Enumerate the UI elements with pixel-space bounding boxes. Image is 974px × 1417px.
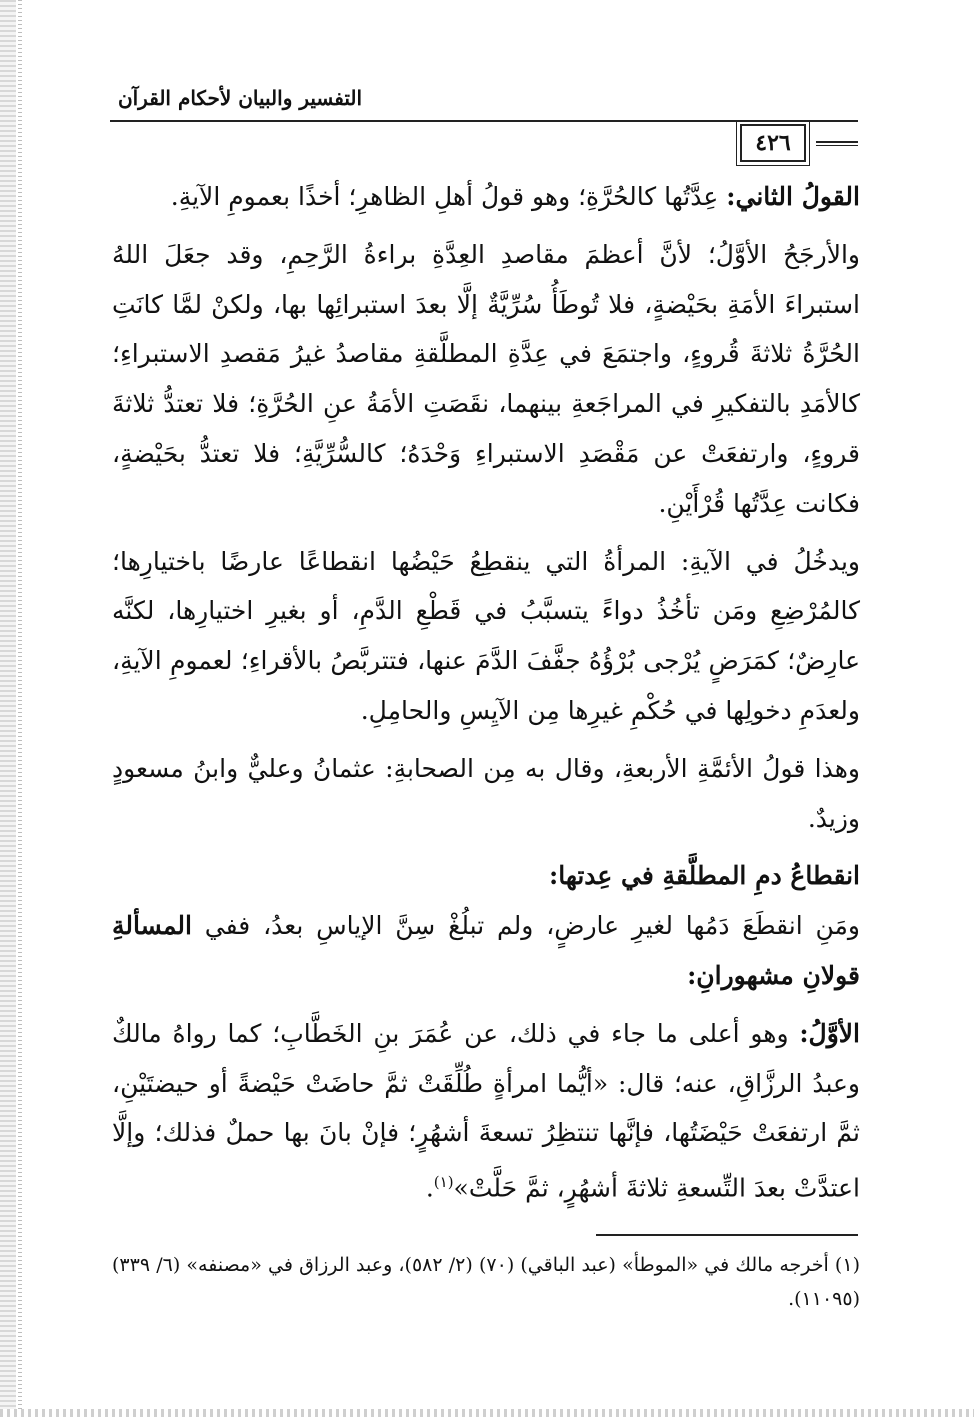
paragraph-lead: القولُ الثاني: [726, 182, 860, 211]
paragraph-two-opinions [112, 901, 860, 1001]
section-heading: انقطاعُ دمِ المطلَّقةِ في عِدتها: [548, 861, 860, 891]
paragraph-preferred-opinion: والأرجَحُ الأوَّلُ؛ لأنَّ أعظمَ مقاصدِ العِدَّةِ براءةُ الرَّحِمِ، وقد جعَلَ اللهُ استبراءَ الأمَةِ بحَيْضةٍ، فلا تُوطَأُ سُرِّيَّةٌ إلَّا بعدَ استبرائِها بها، ولكنْ لمَّا كانَتِ الحُرَّةُ ثلاثةَ قُروءٍ، واجتمَعَ في عِدَّةِ المطلَّقةِ مقاصدُ غيرُ مَقصدِ الاستبراءِ؛ كالأمَدِ بالتفكيرِ في المراجَعةِ بينهما، نقَصَتِ الأمَةُ عنِ الحُرَّةِ؛ فلا تعتدُّ ثلاثةَ قروءٍ، وارتفعَتْ عن مَقْصَدِ الاستبراءِ وَحْدَهُ؛ كالسُّرِّيَّةِ؛ فلا تعتدُّ بحَيْضةٍ، فكانت عِدَّتُها قُرْأَيْنِ. [112, 239, 860, 518]
footnote-reference: (١) [433, 1173, 454, 1192]
page-number: ٤٢٦ [740, 124, 806, 162]
scan-edge-shadow [0, 0, 16, 1417]
footnote-separator [596, 1234, 858, 1236]
paragraph-text: وهو أعلى ما جاء في ذلك، عن عُمَرَ بنِ الخَطَّابِ؛ كما رواهُ مالكٌ وعبدُ الرزَّاقِ، عنه؛ قال: «أيُّما امرأةٍ طُلِّقَتْ ثمَّ حاضَتْ حَيْضةً أو حيضتَيْنِ، ثمَّ ارتفعَتْ حَيْضَتُها، فإنَّها تنتظِرُ تسعةَ أشهُرٍ؛ فإنْ بانَ بها حملٌ فذلك؛ وإلَّا اعتدَّتْ بعدَ التِّسعةِ ثلاثةَ أشهُرٍ، ثمَّ حَلَّتْ» [112, 1018, 860, 1203]
paragraph-lead: الأوَّلُ: [799, 1018, 860, 1048]
main-text [112, 172, 860, 1221]
paragraph-first-opinion [112, 1009, 860, 1214]
header-rule [110, 120, 858, 122]
scan-bottom-edge [0, 1409, 974, 1417]
footnotes [112, 1248, 860, 1316]
scan-edge-fold [18, 0, 22, 1417]
running-title: التفسير والبيان لأحكام القرآن [117, 86, 363, 110]
footnote-1: (١) أخرجه مالك في «الموطأ» (عبد الباقي) (٧٠) (٢/ ٥٨٢)، وعبد الرزاق في «مصنفه» (٦/ ٣٣٩) (١١٠٩٥). [112, 1254, 860, 1310]
paragraph-interrupted-menses: ويدخُلُ في الآيةِ: المرأةُ التي ينقطِعُ حَيْضُها انقطاعًا عارضًا باختيارِها؛ كالمُرْضِعِ ومَن تأخُذُ دواءً يتسبَّبُ في قَطْعِ الدَّمِ، أو بغيرِ اختيارِها، لكنَّه عارِضٌ؛ كمَرَضٍ يُرْجى بُرْؤُهُ جفَّفَ الدَّمَ عنها، فتتربَّصُ بالأقراءِ؛ لعمومِ الآيةِ، ولعدَمِ دخولِها في حُكْمِ غيرِها مِن الآيِسِ والحامِلِ. [112, 546, 860, 725]
page-number-rule [816, 141, 858, 146]
paragraph-second-opinion [112, 172, 860, 222]
paragraph-four-imams: وهذا قولُ الأئمَّةِ الأربعةِ، وقال به مِن الصحابةِ: عثمانُ وعليٌّ وابنُ مسعودٍ وزيدٌ. [112, 753, 860, 833]
paragraph-bold-end: المسألةِ قولانِ مشهورانِ: [112, 911, 860, 990]
paragraph-end: . [425, 1173, 434, 1203]
paragraph-text: عِدَّتُها كالحُرَّةِ؛ وهو قولُ أهلِ الظاهرِ؛ أخذًا بعمومِ الآيةِ. [170, 182, 727, 211]
page-header [110, 86, 858, 166]
paragraph-text: ومَنِ انقطَعَ دَمُها لغيرِ عارضٍ، ولم تبلُغْ سِنَّ الإياسِ بعدُ، ففي [191, 911, 860, 941]
